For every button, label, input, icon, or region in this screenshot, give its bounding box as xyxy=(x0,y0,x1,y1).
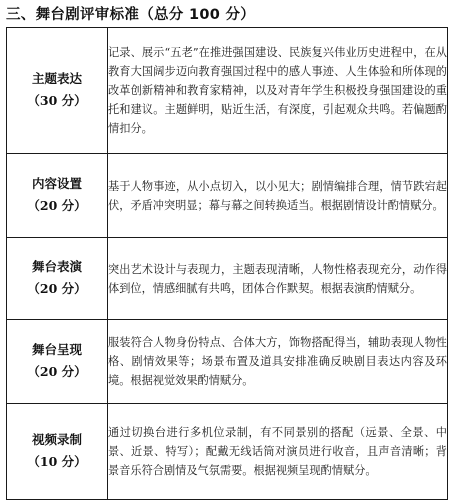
criterion-name: 主题表达 xyxy=(31,71,82,86)
criterion-description: 突出艺术设计与表现力，主题表现清晰，人物性格表现充分，动作得体到位，情感细腻有共鸣，团体合作默契。根据表演酌情赋分。 xyxy=(108,238,448,320)
table-row xyxy=(7,238,448,320)
criterion-name: 舞台表演 xyxy=(31,259,82,274)
table-row xyxy=(7,320,448,404)
criterion-name: 视频录制 xyxy=(31,432,82,447)
criterion-description: 基于人物事迹，从小点切入，以小见大；剧情编排合理，情节跌宕起伏，矛盾冲突明显；幕与幕之间转换适当。根据剧情设计酌情赋分。 xyxy=(108,154,448,238)
criterion-cell xyxy=(7,28,108,154)
criterion-cell xyxy=(7,404,108,500)
criterion-description: 服装符合人物身份特点、合体大方，饰物搭配得当，辅助表现人物性格、剧情效果等；场景布置及道具安排准确反映剧目表达内容及环境。根据视觉效果酌情赋分。 xyxy=(108,320,448,404)
criteria-table xyxy=(6,27,448,500)
criterion-score: （20 分） xyxy=(27,281,87,296)
criterion-description: 记录、展示“五老”在推进强国建设、民族复兴伟业历史进程中，在从教育大国阔步迈向教育强国过程中的感人事迹、人生体验和所体现的改革创新精神和教育家精神，以及对青年学生积极投身强国建设的重托和建议。主题鲜明，贴近生活，有深度，引起观众共鸣。若偏题酌情扣分。 xyxy=(108,28,448,154)
table-row xyxy=(7,154,448,238)
criterion-name: 舞台呈现 xyxy=(31,342,82,357)
criterion-score: （30 分） xyxy=(27,93,87,108)
criterion-score: （20 分） xyxy=(27,364,87,379)
criterion-name: 内容设置 xyxy=(31,176,82,191)
criterion-description: 通过切换台进行多机位录制，有不同景别的搭配（远景、全景、中景、近景、特写）；配戴无线话筒对演员进行收音，且声音清晰；背景音乐符合剧情及气氛需要。根据视频呈现酌情赋分。 xyxy=(108,404,448,500)
criterion-cell xyxy=(7,238,108,320)
table-row xyxy=(7,28,448,154)
criterion-score: （20 分） xyxy=(27,198,87,213)
table-row xyxy=(7,404,448,500)
criterion-cell xyxy=(7,320,108,404)
criterion-cell xyxy=(7,154,108,238)
criterion-score: （10 分） xyxy=(27,454,87,469)
section-heading: 三、舞台剧评审标准（总分 100 分） xyxy=(6,7,256,23)
